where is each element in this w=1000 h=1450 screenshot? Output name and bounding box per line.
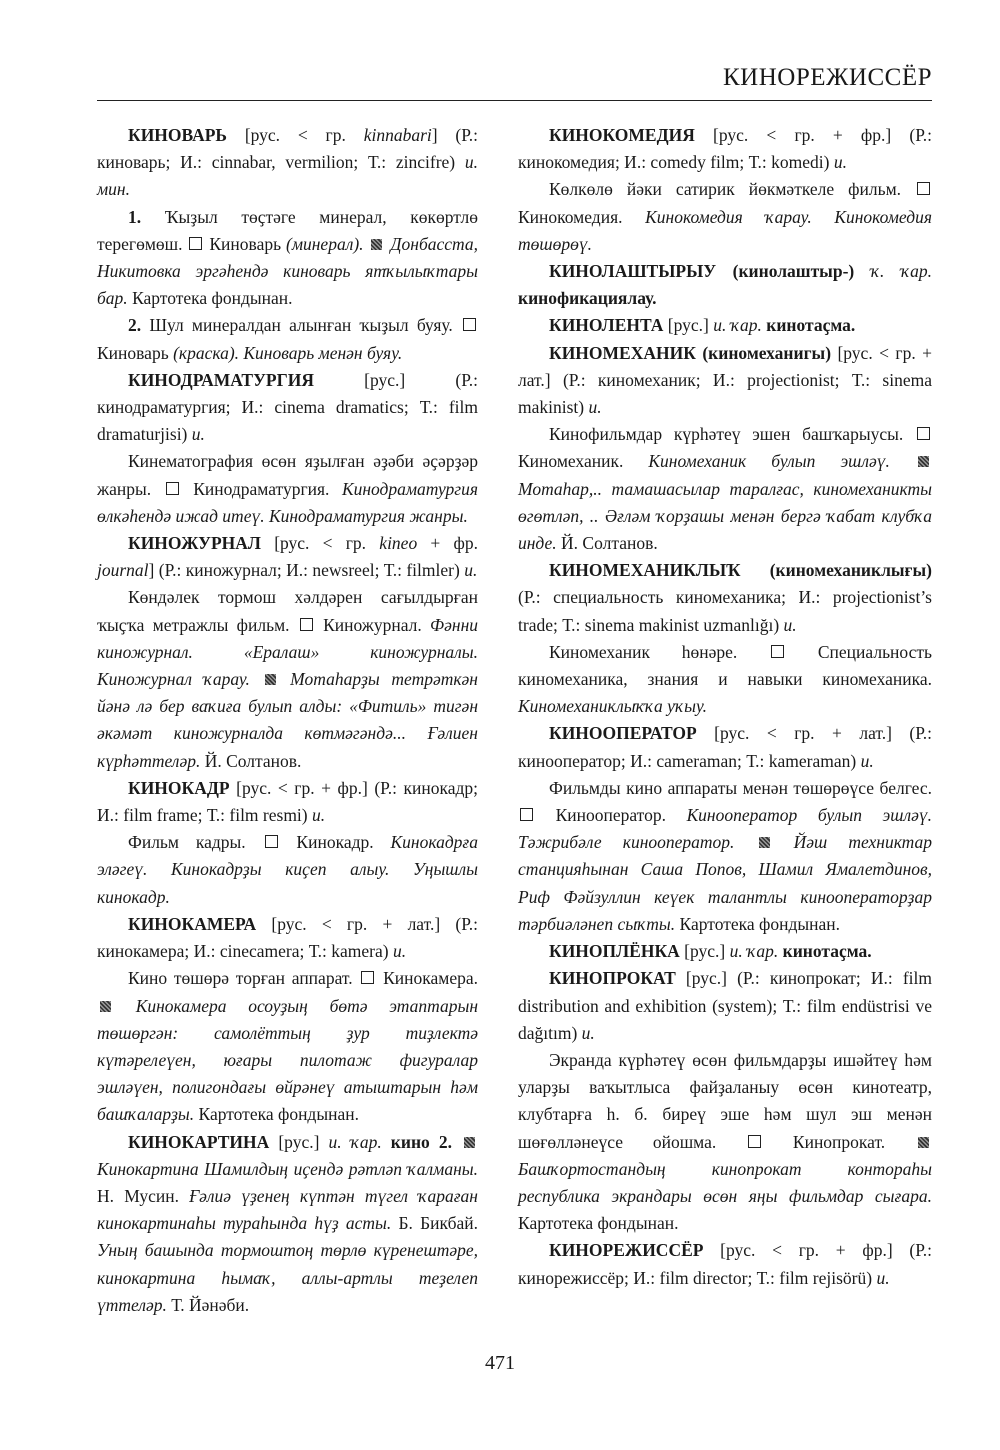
italic-text: Уның башында тормоштоң төрлө күренештәре, кинокартина һымаҡ, аллы-артлы теҙелеп үттеләр.: [97, 1240, 478, 1315]
headword: КИНОМЕХАНИКЛЫҠ (киномеханиклығы): [549, 560, 932, 581]
dictionary-entry: [97, 911, 478, 965]
entry-text: Картотека фондынан.: [518, 1213, 679, 1234]
dictionary-entry: [97, 367, 478, 449]
page-number: 471: [485, 1352, 515, 1374]
italic-text: и.: [876, 1267, 890, 1288]
entry-definition: [97, 312, 478, 366]
entry-definition: [97, 204, 478, 313]
entry-text: Фильмды кино аппараты менән төшөрөүсе белгес.: [549, 777, 932, 798]
entry-text: [рус. < гр.: [227, 125, 364, 145]
entry-definition: [518, 775, 932, 938]
headword: КИНОКОМЕДИЯ: [549, 125, 695, 145]
entry-text: [773, 832, 794, 852]
dictionary-entry: [518, 557, 932, 639]
entry-text: Б. Бикбай.: [391, 1213, 478, 1234]
header-rule: [97, 100, 932, 101]
entry-text: Й. Солтанов.: [556, 533, 658, 554]
entry-definition: [518, 421, 932, 557]
entry-text: Экранда күрһәтеү өсөн фильмдарҙы ишәйтеү һәм уларҙы ваҡытлыса файҙаланыу өсөн кинотеатр, клубтарға һ. б. биреү эше һәм шул эш менән шөғөлләнеүсе ойошма.: [518, 1049, 932, 1152]
headword: КИНООПЕРАТОР: [549, 723, 697, 744]
italic-text: и.: [588, 397, 602, 418]
running-head: КИНОРЕЖИССЁР: [723, 64, 932, 91]
italic-text: и.: [312, 805, 326, 826]
italic-text: (минерал).: [286, 233, 364, 254]
open-square-icon: [463, 318, 476, 331]
entry-text: [рус.]: [269, 1131, 329, 1152]
open-square-icon: [361, 971, 374, 984]
italic-text: и. ҡар.: [713, 315, 762, 336]
entry-text: Кинооператор.: [535, 805, 687, 826]
open-square-icon: [748, 1135, 761, 1148]
headword: КИНОПЛЁНКА: [549, 941, 680, 962]
headword: КИНОВАРЬ: [128, 125, 227, 145]
entry-text: Кино төшөрә торған аппарат.: [128, 968, 360, 989]
entry-text: [279, 669, 291, 689]
filled-square-icon: [371, 239, 382, 250]
italic-text: и.: [581, 1022, 595, 1043]
entry-text: Кинокадр.: [279, 832, 391, 853]
filled-square-icon: [100, 1001, 111, 1012]
italic-text: Киномеханик булып эшләү.: [648, 451, 890, 472]
italic-text: и. мин.: [97, 152, 478, 200]
entry-definition: [97, 965, 478, 1128]
entry-text: Й. Солтанов.: [200, 750, 302, 771]
italic-text: Мотаһар,.. тамашасылар таралғас, киномеханикты өгөтләп, .. Әғләм ҡорҙашы менән бергә ҡабат клубҡа инде.: [518, 478, 932, 554]
entry-text: Ҡыҙыл төҫтәге минерал, көкөртлө терегөмөш.: [97, 206, 478, 254]
entry-text: Киноварь: [97, 342, 174, 363]
entry-text: [рус. < гр. + фр.] (Р.: кинорежиссёр; И.: film director; Т.: film rejisörü): [518, 1240, 932, 1288]
open-square-icon: [189, 237, 202, 250]
open-square-icon: [917, 427, 930, 440]
entry-text: (Р.: специальность киномеханика; И.: projectionist’s trade; Т.: sinema makinist uzmanlığı): [518, 587, 932, 635]
entry-text: [734, 832, 755, 852]
entry-definition: [97, 584, 478, 774]
entry-text: Картотека фондынан.: [194, 1104, 359, 1125]
entry-text: Киномеханик һөнәре.: [549, 641, 770, 662]
entry-definition: [97, 448, 478, 530]
entry-definition: [518, 1047, 932, 1237]
dictionary-entry: [97, 122, 478, 204]
italic-text: и.: [464, 560, 478, 581]
italic-text: Кинодраматургия өлкәһендә ижад итеү. Кинодраматургия жанры.: [97, 478, 478, 526]
headword: КИНОЛЕНТА: [549, 315, 664, 336]
open-square-icon: [300, 618, 313, 631]
entry-text: ] (Р.: киноварь; И.: cinnabar, vermilion; Т.: zincifre): [97, 125, 479, 173]
italic-text: ҡ. ҡар.: [870, 261, 932, 282]
entry-text: [364, 234, 369, 254]
headword: кино 2.: [390, 1131, 452, 1152]
entry-text: Специальность киномеханика, знания и навыки киномеханика.: [518, 641, 932, 690]
italic-text: journal: [97, 560, 149, 581]
italic-text: и. ҡар.: [328, 1131, 382, 1152]
italic-text: (краска). Киноварь менән буяу.: [173, 342, 403, 363]
entry-text: Көндәлек тормош хәлдәрен сағылдырған ҡыҫҡа метражлы фильм.: [97, 587, 478, 635]
italic-text: kineo: [379, 533, 418, 554]
dictionary-entry: [518, 312, 932, 339]
open-square-icon: [520, 808, 533, 821]
entry-text: [рус. < гр. + лат.] (Р.: киномеханик; И.: projectionist; Т.: sinema makinist): [518, 342, 932, 418]
open-square-icon: [771, 645, 784, 658]
dictionary-entry: [518, 720, 932, 774]
entry-definition: [518, 639, 932, 721]
headword: кинотаҫма.: [782, 941, 872, 962]
entry-text: [рус. < гр. + лат.] (Р.: кинокамера; И.: cinecamera; Т.: kamera): [97, 913, 478, 962]
italic-text: Йәш техниктар станцияһынан Саша Попов, Шамил Ямалетдинов, Риф Фәйзуллин кеүек талантлы кинооператорҙар тәрбиәләнеп сыҡты.: [518, 832, 932, 934]
italic-text: Кинокадрға эләгеү. Кинокадрҙы киҫеп алыу. Уңышлы кинокадр.: [97, 832, 478, 907]
italic-text: и.: [860, 750, 874, 771]
dictionary-entry: [518, 258, 932, 312]
left-column: [97, 122, 478, 1319]
entry-text: Кинофильмдар күрһәтеү эшен башҡарыусы.: [549, 424, 915, 445]
open-square-icon: [166, 482, 179, 495]
headword: КИНОКАМЕРА: [128, 913, 257, 934]
entry-text: [рус.] (Р.: кинопрокат; И.: film distribution and exhibition (system); Т.: film endüstrisi ve dağıtım): [518, 968, 932, 1043]
headword: КИНОКАРТИНА: [128, 1131, 270, 1152]
dictionary-entry: [518, 340, 932, 422]
entry-text: Кинопрокат.: [763, 1131, 915, 1152]
dictionary-entry: [518, 965, 932, 1047]
italic-text: и.: [392, 941, 407, 962]
headword: КИНОМЕХАНИК (киномеханигы): [549, 342, 832, 363]
entry-text: [114, 996, 136, 1016]
italic-text: Фәнни киножурнал. «Ералаш» киножурналы. Киножурнал ҡарау.: [97, 614, 479, 690]
headword: 2.: [128, 315, 142, 336]
entry-text: [рус. < гр. + фр.] (Р.: кинокомедия; И.: comedy film; Т.: komedi): [518, 125, 932, 173]
dictionary-entry: [518, 938, 932, 965]
entry-text: Көлкөлө йәки сатирик йөкмәткеле фильм.: [549, 179, 915, 200]
italic-text: Кинокомедия ҡарау. Кинокомедия төшөрөү.: [518, 206, 932, 254]
entry-text: [рус. < гр.: [260, 533, 380, 554]
italic-text: Мотаһарҙы тетрәткән йәнә лә бер ваҡиға булып алды: «Фитиль» тигән әкәмәт киножурналда көтмәгәндә... Ғәлиен күрһәттеләр.: [97, 669, 478, 771]
entry-text: Картотека фондынан.: [127, 288, 293, 309]
headword: КИНОРЕЖИССЁР: [549, 1240, 704, 1261]
filled-square-icon: [918, 1137, 929, 1148]
dictionary-entry: [518, 1237, 932, 1291]
entry-text: Кинематография өсөн яҙылған әҙәби әҫәрҙәр жанры.: [97, 451, 478, 499]
entry-text: Т. Йәнәби.: [166, 1294, 250, 1315]
entry-text: [рус.]: [663, 315, 714, 336]
entry-text: [250, 669, 262, 689]
entry-text: [452, 1132, 461, 1152]
entry-definition: [97, 829, 478, 911]
italic-text: Кинокартина Шамилдың иҫендә рәтләп ҡалманы.: [97, 1158, 478, 1179]
headword: кинотаҫма.: [766, 315, 856, 336]
entry-text: [рус.]: [679, 941, 730, 962]
italic-text: Кинокамера осоуҙың бөтә этаптарын төшөргән: самолёттың ҙур тиҙлектә күтәрелеүен, юғары пилотаж фигуралар эшләүен, полигондағы өйрәнеү атыштарын һәм башҡаларҙы.: [97, 995, 479, 1125]
headword: КИНОКАДР: [128, 777, 230, 798]
entry-text: [рус. < гр. + лат.] (Р.: кинооператор; И.: cameraman; Т.: kameraman): [518, 723, 932, 771]
italic-text: и.: [833, 152, 847, 173]
filled-square-icon: [265, 674, 276, 685]
entry-text: [854, 261, 871, 281]
italic-text: Ғәлиә үҙенең күптән түгел ҡараған кинокартинаһы тураһында һүҙ асты.: [97, 1185, 478, 1234]
entry-text: Кинокамера.: [376, 968, 478, 989]
entry-text: Кинокомедия.: [518, 206, 646, 227]
italic-text: Башҡортостандың кинопрокат контораһы республика экрандары өсөн яңы фильмдар сығара.: [518, 1158, 932, 1206]
entry-text: Н. Мусин.: [97, 1185, 190, 1206]
entry-text: Кинодраматургия.: [180, 478, 342, 499]
dictionary-entry: [97, 775, 478, 829]
italic-text: и. ҡар.: [729, 941, 779, 962]
entry-text: + фр.: [417, 533, 478, 554]
entry-text: Фильм кадры.: [128, 832, 263, 853]
italic-text: kinnabari: [363, 125, 432, 145]
headword: КИНОЖУРНАЛ: [128, 533, 261, 554]
filled-square-icon: [918, 456, 929, 467]
entry-text: Шул минералдан алынған ҡыҙыл буяу.: [141, 315, 461, 336]
entry-text: [890, 451, 915, 471]
entry-text: Киноварь: [204, 233, 286, 254]
filled-square-icon: [759, 837, 770, 848]
entry-text: [рус. < гр. + фр.] (Р.: кинокадр; И.: film frame; Т.: film resmi): [97, 777, 478, 826]
entry-text: [382, 1132, 391, 1152]
headword: кинофикациялау.: [518, 288, 657, 309]
right-column: [518, 122, 932, 1292]
italic-text: Киномеханиклыҡҡа уҡыу.: [518, 696, 708, 717]
dictionary-entry: [518, 122, 932, 176]
headword: КИНОДРАМАТУРГИЯ: [128, 369, 314, 390]
entry-definition: [518, 176, 932, 258]
headword: КИНОПРОКАТ: [549, 968, 676, 989]
italic-text: и.: [191, 424, 205, 445]
entry-text: ] (Р.: киножурнал; И.: newsreel; Т.: filmler): [148, 560, 465, 581]
entry-text: [рус.] (Р.: кинодраматургия; И.: cinema dramatics; Т.: film dramaturjisi): [97, 369, 478, 445]
open-square-icon: [917, 182, 930, 195]
entry-text: Киномеханик.: [518, 451, 649, 472]
dictionary-entry: [97, 530, 478, 584]
dictionary-entry: [97, 1129, 478, 1319]
italic-text: Кинооператор булып эшләү. Тәжрибәле кинооператор.: [518, 805, 932, 853]
filled-square-icon: [464, 1137, 475, 1148]
headword: 1.: [128, 206, 142, 227]
italic-text: Донбасста, Никитовка эргәһендә киноварь ятҡылыҡтары бар.: [97, 233, 479, 309]
entry-text: Киножурнал.: [314, 614, 431, 635]
headword: КИНОЛАШТЫРЫУ (кинолаштыр-): [549, 261, 855, 282]
italic-text: и.: [783, 614, 797, 635]
entry-text: Картотека фондынан.: [675, 913, 840, 934]
open-square-icon: [265, 835, 278, 848]
